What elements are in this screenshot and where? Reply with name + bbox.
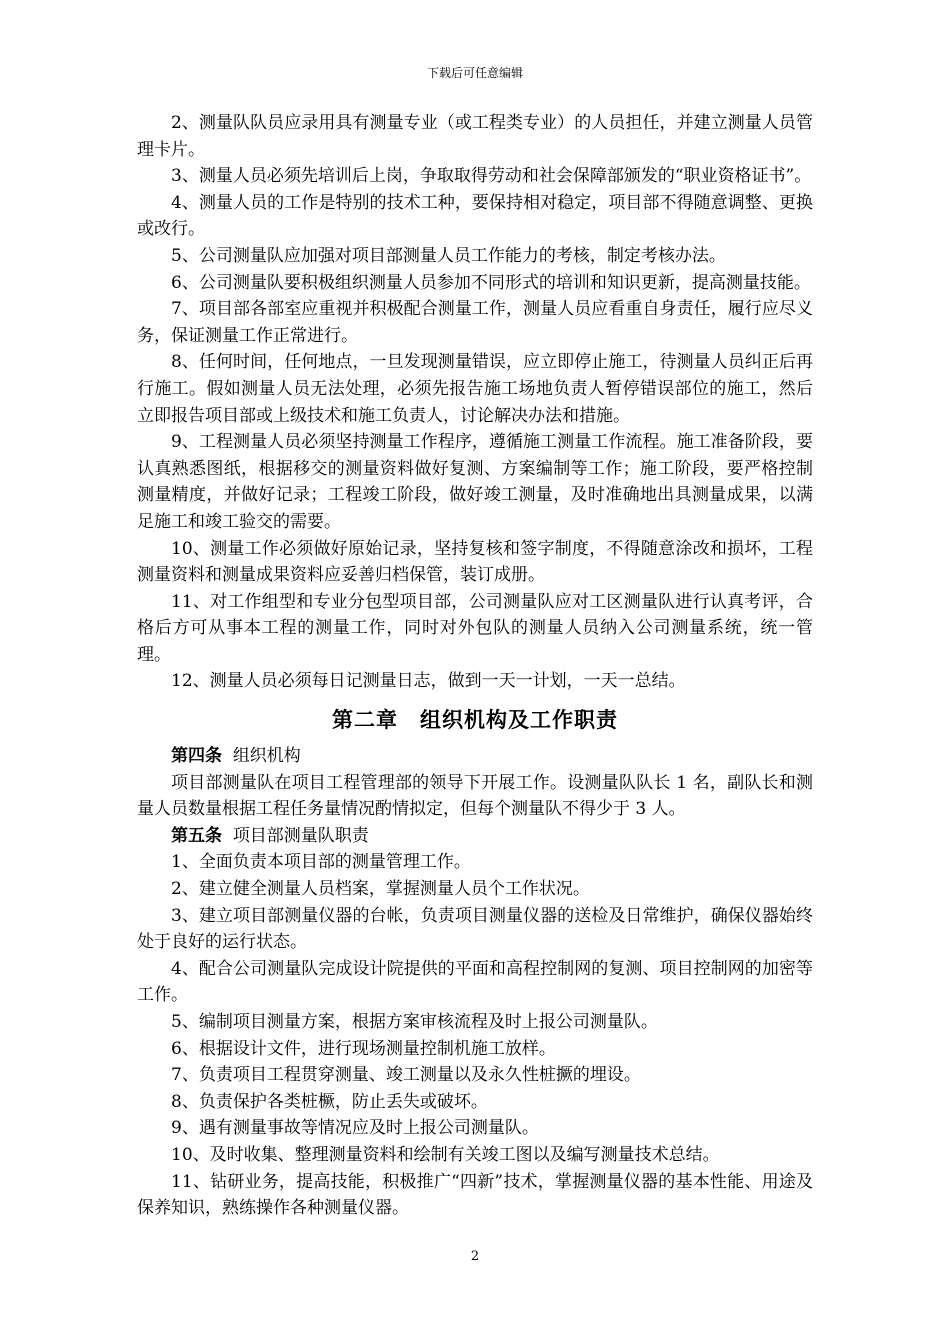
list-item: 9、遇有测量事故等情况应及时上报公司测量队。: [171, 1118, 539, 1139]
list-item: 12、测量人员必须每日记测量日志，做到一天一计划，一天一总结。: [171, 671, 686, 692]
page-number: 2: [470, 1249, 480, 1264]
list-item: 9、工程测量人员必须坚持测量工作程序，遵循施工测量工作流程。施工准备阶段，要认真熟悉图纸，根据移交的测量资料做好复测、方案编制等工作；施工阶段，要严格控制测量精度，并做好记录；工程竣工阶段，做好竣工测量，及时准确地出具测量成果，以满足施工和竣工验交的需要。: [137, 432, 813, 532]
chapter-title: 第二章 组织机构及工作职责: [332, 707, 618, 733]
document-body: [137, 110, 813, 1222]
list-item: 10、测量工作必须做好原始记录，坚持复核和签字制度，不得随意涂改和损坏，工程测量资料和测量成果资料应妥善归档保管，装订成册。: [137, 538, 813, 586]
list-item: 6、公司测量队要积极组织测量人员参加不同形式的培训和知识更新，提高测量技能。: [171, 272, 811, 293]
list-item: 11、对工作组型和专业分包型项目部，公司测量队应对工区测量队进行认真考评，合格后方可从事本工程的测量工作，同时对外包队的测量人员纳入公司测量系统，统一管理。: [137, 591, 813, 665]
list-item: 2、建立健全测量人员档案，掌握测量人员个工作状况。: [171, 879, 590, 900]
article-heading: [137, 743, 813, 770]
article-label: 第四条: [171, 746, 222, 767]
list-item: 8、任何时间，任何地点，一旦发现测量错误，应立即停止施工，待测量人员纠正后再行施工。假如测量人员无法处理，必须先报告施工场地负责人暂停错误部位的施工，然后立即报告项目部或上级技术和施工负责人，讨论解决办法和措施。: [137, 352, 813, 426]
list-item: 7、项目部各部室应重视并积极配合测量工作，测量人员应看重自身责任，履行应尽义务，保证测量工作正常进行。: [137, 299, 813, 346]
article-text: 项目部测量队在项目工程管理部的领导下开展工作。设测量队队长 1 名，副队长和测量人员数量根据工程任务量情况酌情拟定，但每个测量队不得少于 3 人。: [137, 772, 813, 820]
page-header: 下载后可任意编辑: [426, 66, 523, 80]
list-item: 5、编制项目测量方案，根据方案审核流程及时上报公司测量队。: [171, 1012, 658, 1032]
list-item: 5、公司测量队应加强对项目部测量人员工作能力的考核，制定考核办法。: [171, 245, 726, 266]
list-item: 4、测量人员的工作是特别的技术工种，要保持相对稳定，项目部不得随意调整、更换或改行。: [137, 192, 813, 240]
list-item: 11、钻研业务，提高技能，积极推广“四新”技术，掌握测量仪器的基本性能、用途及保养知识，熟练操作各种测量仪器。: [137, 1171, 813, 1219]
list-item: 6、根据设计文件，进行现场测量控制机施工放样。: [171, 1038, 556, 1059]
list-item: 3、测量人员必须先培训后上岗，争取取得劳动和社会保障部颁发的“职业资格证书”。: [171, 166, 812, 187]
list-item: 1、全面负责本项目部的测量管理工作。: [171, 852, 471, 873]
list-item: 8、负责保护各类桩橛，防止丢失或破坏。: [171, 1091, 488, 1112]
article-title: 组织机构: [232, 746, 301, 767]
duty-list-b: [137, 849, 813, 1221]
list-item: 7、负责项目工程贯穿测量、竣工测量以及永久性桩撅的埋设。: [171, 1065, 641, 1086]
article-title: 项目部测量队职责: [232, 825, 369, 846]
list-item: 4、配合公司测量队完成设计院提供的平面和高程控制网的复测、项目控制网的加密等工作。: [137, 958, 813, 1006]
duty-list-a: [137, 110, 813, 695]
list-item: 3、建立项目部测量仪器的台帐，负责项目测量仪器的送检及日常维护，确保仪器始终处于良好的运行状态。: [137, 905, 813, 953]
article-label: 第五条: [171, 825, 222, 846]
list-item: 10、及时收集、整理测量资料和绘制有关竣工图以及编写测量技术总结。: [171, 1144, 720, 1165]
article-heading: [137, 823, 813, 850]
list-item: 2、测量队队员应录用具有测量专业（或工程类专业）的人员担任，并建立测量人员管理卡片。: [137, 113, 813, 160]
